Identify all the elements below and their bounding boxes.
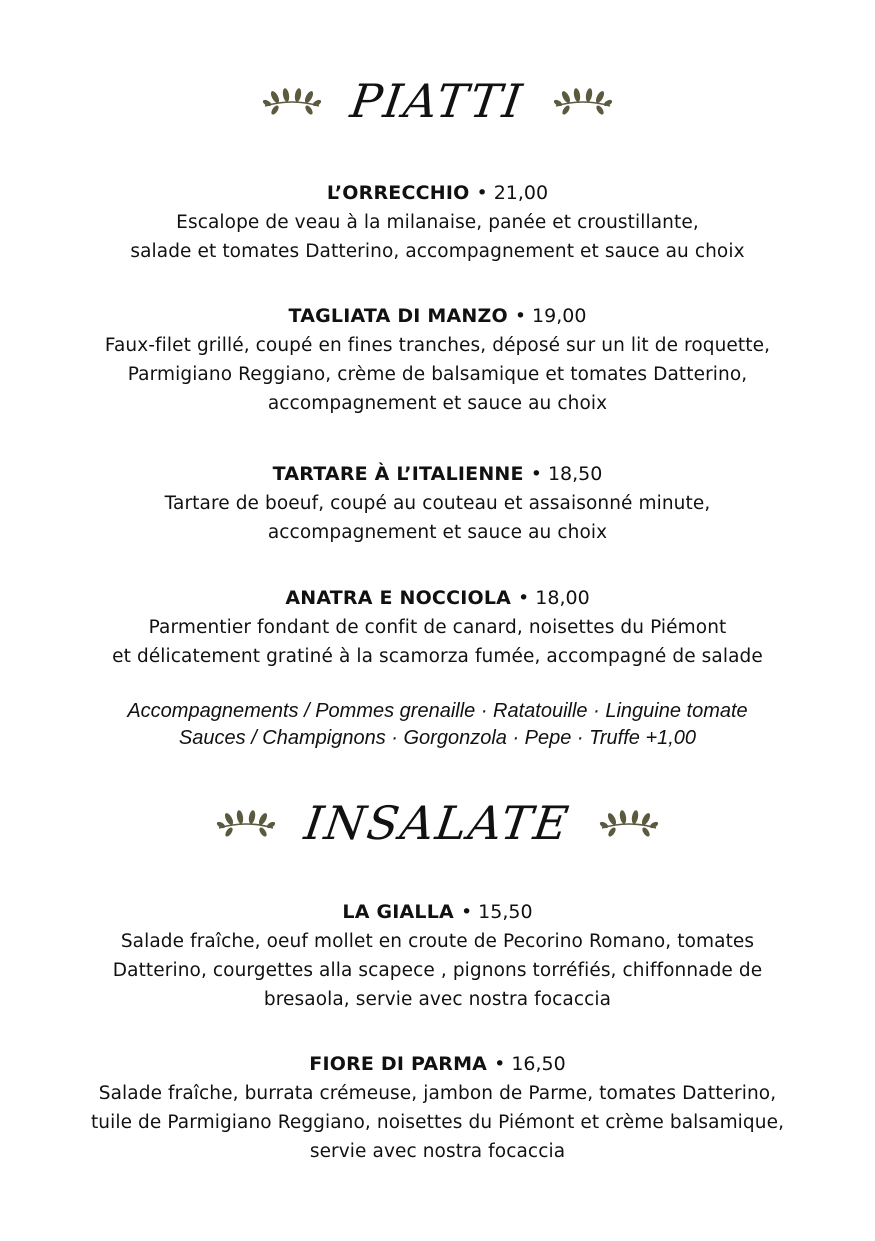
dish-item (0, 459, 875, 547)
description-line: Salade fraîche, oeuf mollet en croute de Pecorino Romano, tomates (120, 931, 755, 952)
dish-header (0, 897, 875, 927)
section-title-piatti (0, 74, 875, 128)
dish-header (0, 459, 875, 489)
dish-price: 18,50 (547, 463, 603, 485)
dish-name: TAGLIATA DI MANZO (288, 305, 508, 327)
price-separator: • (518, 587, 530, 609)
description-line: Faux-filet grillé, coupé en fines tranches, déposé sur un lit de roquette, (104, 335, 771, 356)
dish-item (0, 301, 875, 418)
price-separator: • (494, 1053, 506, 1075)
dish-price: 15,50 (478, 901, 533, 923)
dish-item (0, 583, 875, 671)
dish-description (0, 927, 875, 1014)
description-line: salade et tomates Datterino, accompagnement et sauce au choix (130, 241, 745, 262)
dish-price: 19,00 (532, 305, 587, 327)
description-line: Salade fraîche, burrata crémeuse, jambon de Parme, tomates Datterino, (98, 1083, 777, 1104)
description-line: Escalope de veau à la milanaise, panée et croustillante, (176, 212, 699, 233)
price-separator: • (476, 182, 488, 204)
laurel-left-icon (261, 86, 323, 116)
dish-price: 16,50 (511, 1053, 566, 1075)
dish-name: L’ORRECCHIO (326, 182, 470, 204)
description-line: Tartare de boeuf, coupé au couteau et assaisonné minute, (164, 493, 711, 514)
section-title-text: INSALATE (301, 796, 574, 850)
dish-item (0, 178, 875, 266)
dish-description (0, 331, 875, 418)
dish-name: FIORE DI PARMA (309, 1053, 488, 1075)
dish-header (0, 178, 875, 208)
description-line: Datterino, courgettes alla scapece , pignons torréfiés, chiffonnade de (112, 960, 763, 981)
dish-description (0, 613, 875, 671)
sauces-line: Sauces / Champignons · Gorgonzola · Pepe · Truffe +1,00 (178, 727, 697, 749)
dish-item (0, 897, 875, 1014)
dish-name: TARTARE À L’ITALIENNE (272, 463, 524, 485)
dish-description (0, 1079, 875, 1166)
price-separator: • (460, 901, 473, 923)
description-line: Parmigiano Reggiano, crème de balsamique et tomates Datterino, (127, 364, 748, 385)
description-line: tuile de Parmigiano Reggiano, noisettes du Piémont et crème balsamique, (90, 1112, 785, 1133)
laurel-right-icon (598, 808, 660, 838)
dish-price: 21,00 (493, 182, 549, 204)
dish-price: 18,00 (535, 587, 590, 609)
dish-header (0, 583, 875, 613)
description-line: Parmentier fondant de confit de canard, noisettes du Piémont (148, 617, 727, 638)
price-separator: • (514, 305, 527, 327)
accompaniments-line: Accompagnements / Pommes grenaille · Ratatouille · Linguine tomate (127, 700, 748, 722)
dish-description (0, 489, 875, 547)
dish-header (0, 1049, 875, 1079)
section-title-text: PIATTI (347, 74, 528, 128)
dish-name: LA GIALLA (342, 901, 454, 923)
laurel-right-icon (552, 86, 614, 116)
dish-name: ANATRA E NOCCIOLA (285, 587, 512, 609)
accompaniments-and-sauces (0, 698, 875, 752)
dish-description (0, 208, 875, 266)
dish-item (0, 1049, 875, 1166)
section-title-insalate (0, 796, 875, 850)
description-line: servie avec nostra focaccia (309, 1141, 566, 1162)
laurel-left-icon (215, 808, 277, 838)
description-line: bresaola, servie avec nostra focaccia (263, 989, 612, 1010)
description-line: et délicatement gratiné à la scamorza fumée, accompagné de salade (112, 646, 763, 667)
dish-header (0, 301, 875, 331)
price-separator: • (530, 463, 542, 485)
description-line: accompagnement et sauce au choix (267, 522, 608, 543)
description-line: accompagnement et sauce au choix (267, 393, 608, 414)
